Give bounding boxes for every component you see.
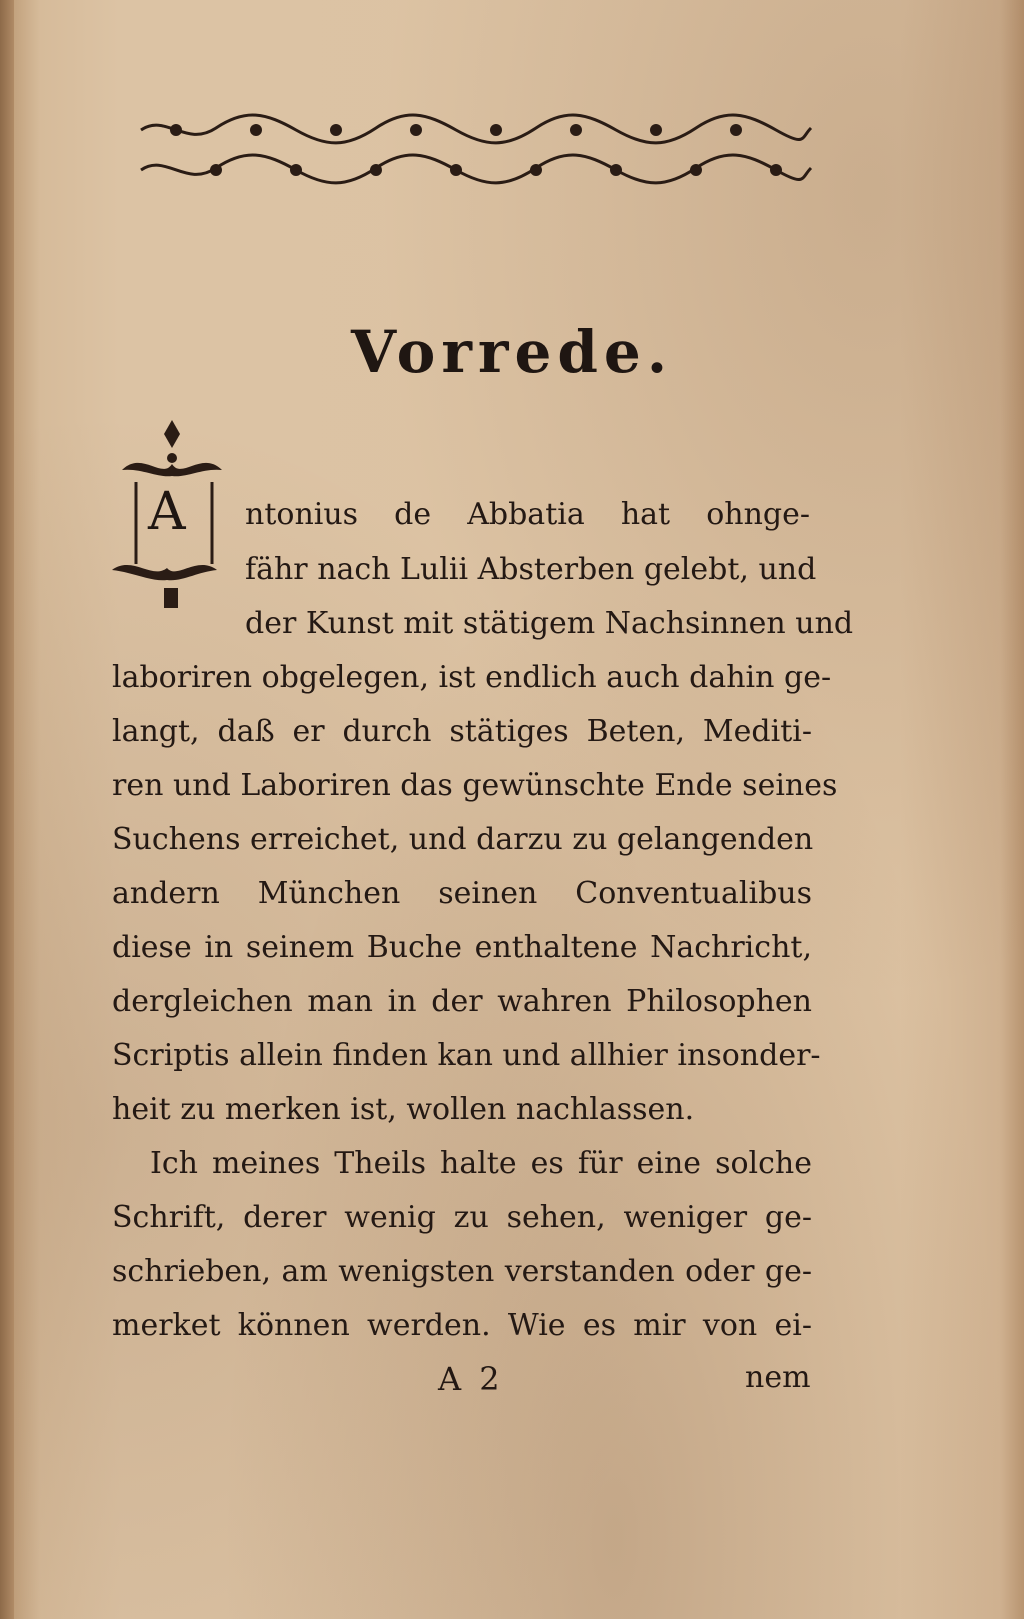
signature-mark: A 2 [438, 1360, 504, 1398]
text-line: Ich meines Theils halte es für eine solche [150, 1146, 812, 1181]
text-line: laboriren obgelegen, ist endlich auch dahin ge- [112, 660, 832, 695]
text-line: Suchens erreichet, und darzu zu gelangenden [112, 822, 814, 857]
text-line: Schrift, derer wenig zu sehen, weniger ge- [112, 1200, 812, 1235]
text-line: heit zu merken ist, wollen nachlassen. [112, 1092, 695, 1127]
text-line: schrieben, am wenigsten verstanden oder ge- [112, 1254, 812, 1289]
text-line: Scriptis allein finden kan und allhier insonder- [112, 1038, 821, 1073]
text-line: der Kunst mit stätigem Nachsinnen und [245, 606, 854, 641]
text-line: diese in seinem Buche enthaltene Nachricht, [112, 930, 812, 965]
text-line: fähr nach Lulii Absterben gelebt, und [245, 552, 817, 587]
text-line: merket können werden. Wie es mir von ei- [112, 1308, 812, 1343]
text-line: dergleichen man in der wahren Philosophen [112, 984, 812, 1019]
text-line: ntonius de Abbatia hat ohnge- [245, 497, 810, 532]
headpiece-ornament [136, 108, 816, 192]
text-line: langt, daß er durch stätiges Beten, Mediti- [112, 714, 812, 749]
drop-initial: A [148, 482, 186, 542]
binding-gutter [0, 0, 14, 1619]
catchword: nem [745, 1360, 811, 1395]
text-line: andern München seinen Conventualibus [112, 876, 812, 911]
page-heading: Vorrede. [350, 318, 674, 386]
text-line: ren und Laboriren das gewünschte Ende seines [112, 768, 838, 803]
